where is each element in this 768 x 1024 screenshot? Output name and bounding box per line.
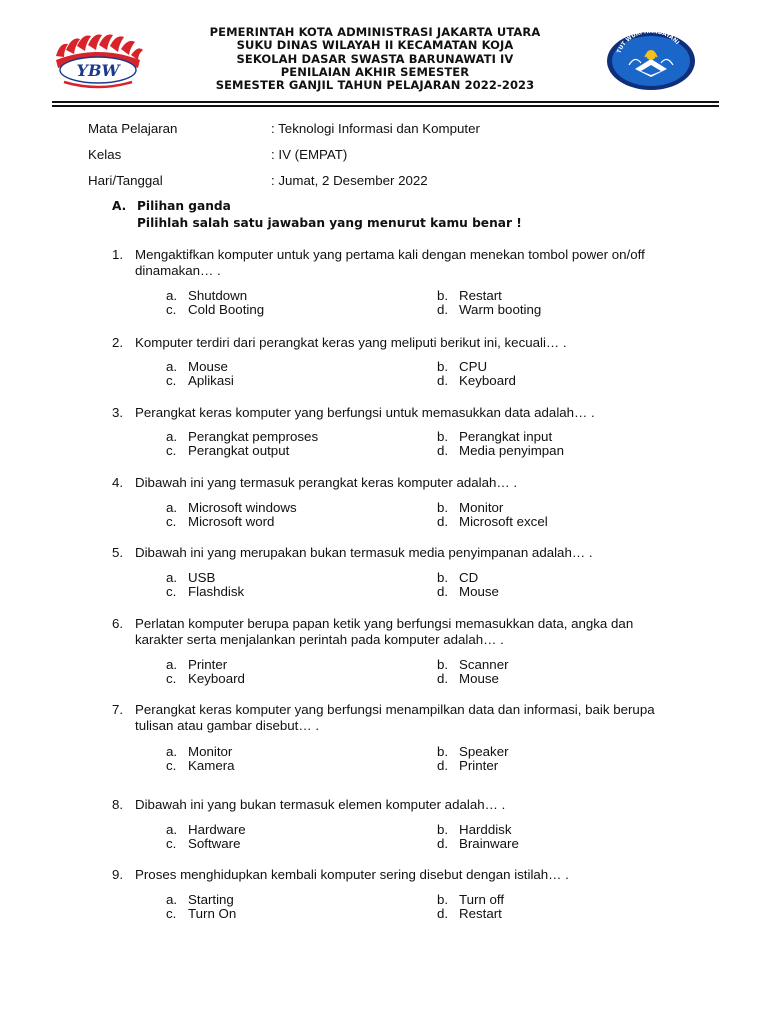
option-letter: d.: [437, 373, 449, 388]
option-text: CD: [459, 570, 479, 585]
option-letter: b.: [437, 359, 449, 374]
option-text: Perangkat pemproses: [188, 429, 319, 444]
option-text: Printer: [459, 758, 499, 773]
date-value: : Jumat, 2 Desember 2022: [271, 173, 428, 188]
question-number: 3.: [112, 405, 124, 420]
question-number: 4.: [112, 475, 124, 490]
school-logo-text: YBW: [76, 61, 120, 80]
question-number: 6.: [112, 616, 124, 631]
option-text: Brainware: [459, 836, 519, 851]
option-c: [166, 837, 240, 852]
question-number: 1.: [112, 247, 124, 262]
subject-value: : Teknologi Informasi dan Komputer: [271, 121, 480, 136]
option-text: Starting: [188, 892, 234, 907]
section-letter: A.: [112, 199, 127, 213]
option-letter: c.: [166, 514, 177, 529]
letterhead-line-2: SUKU DINAS WILAYAH II KECAMATAN KOJA: [236, 38, 514, 53]
option-letter: d.: [437, 584, 449, 599]
option-text: Warm booting: [459, 302, 542, 317]
question-text: Dibawah ini yang bukan termasuk elemen komputer adalah… .: [135, 797, 506, 812]
option-text: Media penyimpan: [459, 443, 564, 458]
question-text: Mengaktifkan komputer untuk yang pertama kali dengan menekan tombol power on/off dinamakan… .: [135, 247, 645, 278]
option-letter: b.: [437, 500, 449, 515]
option-text: Perangkat output: [188, 443, 290, 458]
option-letter: b.: [437, 657, 449, 672]
option-letter: d.: [437, 758, 449, 773]
option-text: Cold Booting: [188, 302, 265, 317]
option-d: [437, 303, 541, 318]
option-text: Hardware: [188, 822, 246, 837]
option-letter: a.: [166, 822, 178, 837]
option-c: [166, 303, 264, 318]
option-text: Keyboard: [459, 373, 516, 388]
tut-wuri-handayani-text: TUT WURI HANDAYANI: [616, 28, 680, 55]
option-letter: d.: [437, 671, 449, 686]
option-text: Keyboard: [188, 671, 245, 686]
date-label: Hari/Tanggal: [88, 173, 163, 188]
option-letter: a.: [166, 744, 178, 759]
option-text: Microsoft windows: [188, 500, 297, 515]
option-letter: b.: [437, 429, 449, 444]
header-divider-bottom: [52, 105, 719, 107]
option-letter: d.: [437, 836, 449, 851]
option-letter: c.: [166, 906, 177, 921]
option-text: Turn On: [188, 906, 237, 921]
option-letter: c.: [166, 443, 177, 458]
subject-label: Mata Pelajaran: [88, 121, 178, 136]
option-d: [437, 374, 516, 389]
question-text: Perangkat keras komputer yang berfungsi untuk memasukkan data adalah… .: [135, 405, 595, 420]
option-d: [437, 515, 548, 530]
option-letter: c.: [166, 584, 177, 599]
option-letter: d.: [437, 302, 449, 317]
option-text: Shutdown: [188, 288, 248, 303]
option-d: [437, 759, 498, 774]
question-text: Perangkat keras komputer yang berfungsi menampilkan data dan informasi, baik berupa tulisan atau gambar disebut… .: [135, 702, 655, 733]
option-text: Restart: [459, 288, 502, 303]
class-value: : IV (EMPAT): [271, 147, 348, 162]
option-text: Mouse: [188, 359, 228, 374]
option-d: [437, 444, 564, 459]
option-text: Restart: [459, 906, 502, 921]
letterhead: [120, 26, 630, 92]
option-text: Harddisk: [459, 822, 512, 837]
option-letter: a.: [166, 570, 178, 585]
option-c: [166, 759, 235, 774]
option-text: Aplikasi: [188, 373, 234, 388]
option-c: [166, 585, 244, 600]
option-text: Perangkat input: [459, 429, 553, 444]
option-text: Turn off: [459, 892, 505, 907]
option-text: USB: [188, 570, 216, 585]
question-number: 9.: [112, 867, 124, 882]
option-letter: c.: [166, 836, 177, 851]
question-number: 7.: [112, 702, 124, 717]
option-c: [166, 444, 289, 459]
option-text: Flashdisk: [188, 584, 245, 599]
section-title: Pilihan ganda: [137, 199, 231, 213]
option-letter: c.: [166, 671, 177, 686]
option-letter: a.: [166, 288, 178, 303]
letterhead-line-5: SEMESTER GANJIL TAHUN PELAJARAN 2022-2023: [215, 78, 535, 93]
option-text: Mouse: [459, 584, 499, 599]
question-text: Komputer terdiri dari perangkat keras yang meliputi berikut ini, kecuali… .: [135, 335, 567, 350]
option-letter: c.: [166, 758, 177, 773]
option-text: Speaker: [459, 744, 509, 759]
option-letter: b.: [437, 892, 449, 907]
question-number: 5.: [112, 545, 124, 560]
option-letter: a.: [166, 657, 178, 672]
option-letter: b.: [437, 288, 449, 303]
tut-wuri-handayani-logo: [605, 25, 697, 91]
letterhead-line-4: PENILAIAN AKHIR SEMESTER: [280, 64, 470, 79]
option-c: [166, 515, 274, 530]
question-text: Perlatan komputer berupa papan ketik yang berfungsi memasukkan data, angka dan karakter serta menjalankan perintah pada komputer adalah… .: [135, 616, 634, 647]
option-text: Microsoft word: [188, 514, 275, 529]
question-text: Dibawah ini yang termasuk perangkat keras komputer adalah… .: [135, 475, 518, 490]
question-number: 8.: [112, 797, 124, 812]
option-letter: c.: [166, 373, 177, 388]
option-text: Scanner: [459, 657, 509, 672]
option-letter: a.: [166, 429, 178, 444]
header-divider-top: [52, 101, 719, 103]
question-number: 2.: [112, 335, 124, 350]
option-letter: c.: [166, 302, 177, 317]
option-d: [437, 907, 502, 922]
option-letter: b.: [437, 822, 449, 837]
option-letter: b.: [437, 744, 449, 759]
option-text: Software: [188, 836, 241, 851]
option-letter: b.: [437, 570, 449, 585]
option-letter: a.: [166, 892, 178, 907]
option-text: Microsoft excel: [459, 514, 548, 529]
letterhead-line-1: PEMERINTAH KOTA ADMINISTRASI JAKARTA UTARA: [209, 25, 541, 39]
class-label: Kelas: [88, 147, 122, 162]
option-text: Monitor: [459, 500, 504, 515]
option-letter: d.: [437, 443, 449, 458]
section-instruction: Pilihlah salah satu jawaban yang menurut kamu benar !: [137, 216, 522, 230]
option-d: [437, 672, 499, 687]
option-c: [166, 907, 236, 922]
option-letter: d.: [437, 906, 449, 921]
option-c: [166, 374, 234, 389]
option-text: Printer: [188, 657, 228, 672]
letterhead-line-3: SEKOLAH DASAR SWASTA BARUNAWATI IV: [236, 51, 514, 66]
option-letter: d.: [437, 514, 449, 529]
option-text: Monitor: [188, 744, 233, 759]
option-d: [437, 837, 519, 852]
option-text: Mouse: [459, 671, 499, 686]
question-text: Proses menghidupkan kembali komputer sering disebut dengan istilah… .: [135, 867, 569, 882]
option-d: [437, 585, 499, 600]
option-letter: a.: [166, 359, 178, 374]
option-text: Kamera: [188, 758, 235, 773]
option-letter: a.: [166, 500, 178, 515]
option-c: [166, 672, 245, 687]
question-text: Dibawah ini yang merupakan bukan termasuk media penyimpanan adalah… .: [135, 545, 593, 560]
option-text: CPU: [459, 359, 488, 374]
